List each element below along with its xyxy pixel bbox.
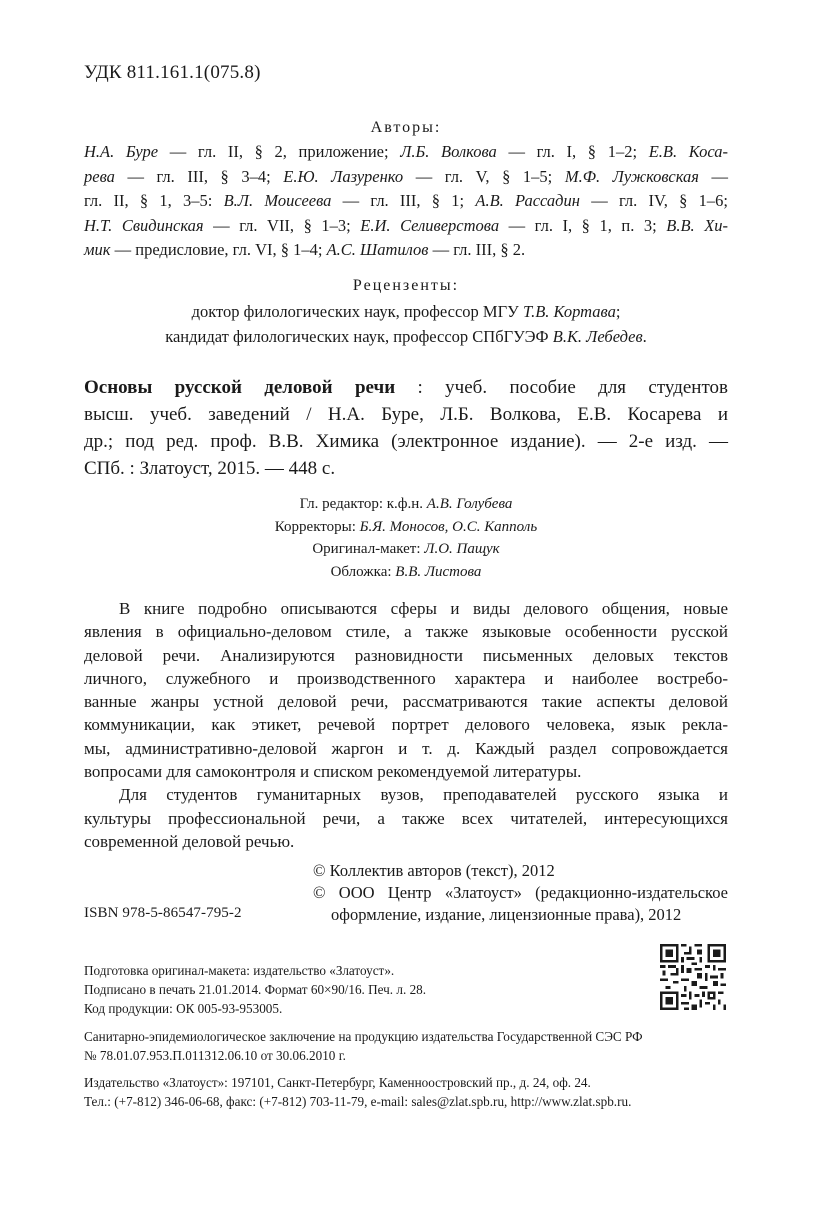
reviewer-title: ; <box>615 302 621 321</box>
authors-line <box>84 214 728 239</box>
staff-name: А.В. Голубева <box>426 496 513 512</box>
reviewer-title: . <box>642 327 647 346</box>
biblio-text: : учеб. пособие для студентов <box>395 377 728 398</box>
person-name: А.В. Рассадин <box>475 191 580 211</box>
authors-text: — предисловие, гл. VI, § 1–4; <box>110 240 327 260</box>
abstract-line: вопросами для самоконтроля и списком рекомендуемой литературы. <box>84 762 582 782</box>
abstract-line: мы, административно-деловой жаргон и т. д. Каждый раздел сопровождается <box>84 738 728 758</box>
abstract-line: ванные жанры устной деловой речи, рассматриваются такие аспекты деловой <box>84 692 728 712</box>
staff-line <box>84 516 728 539</box>
staff-line <box>84 538 728 561</box>
imprint-line: Код продукции: ОК 005-93-953005. <box>84 1001 283 1017</box>
person-name: А.С. Шатилов <box>326 240 429 260</box>
book-abstract <box>84 597 728 853</box>
staff-role: Обложка: <box>330 563 396 580</box>
reviewer-name: Т.В. Кортава <box>522 302 616 321</box>
person-name: В.Л. Моисеева <box>223 191 332 211</box>
copyright-authors: © Коллектив авторов (текст), 2012 <box>313 861 555 880</box>
biblio-line <box>84 401 728 428</box>
authors-text: — гл. V, § 1–5; <box>403 166 565 186</box>
imprint-line: Подписано в печать 21.01.2014. Формат 60×90/16. Печ. л. 28. <box>84 982 427 998</box>
copyright-block <box>313 860 728 926</box>
copyright-publisher: © ООО Центр «Златоуст» (редакционно-издательское <box>313 883 728 902</box>
authors-line <box>84 189 728 214</box>
person-name: Е.В. Коса- <box>648 142 728 161</box>
reviewers-list <box>84 299 728 349</box>
isbn: ISBN 978-5-86547-795-2 <box>84 905 242 921</box>
imprint-line: Подготовка оригинал-макета: издательство «Златоуст». <box>84 963 395 978</box>
abstract-line: Для студентов гуманитарных вузов, преподавателей русского языка и <box>119 785 728 805</box>
authors-text: — <box>698 166 729 186</box>
authors-text: — гл. III, § 2. <box>428 240 526 260</box>
udk-code: УДК 811.161.1(075.8) <box>84 62 261 83</box>
staff-name: Л.О. Пащук <box>424 541 500 557</box>
reviewers-heading: Рецензенты: <box>352 277 460 294</box>
person-name: Н.Т. Свидинская <box>84 215 204 235</box>
person-name: Н.А. Буре <box>84 142 159 161</box>
abstract-line: культуры профессиональной речи, а также всех читателей, интересующихся <box>84 808 728 828</box>
abstract-line: В книге подробно описываются сферы и виды делового общения, новые <box>119 599 728 618</box>
authors-text: — гл. I, § 1–2; <box>496 142 649 161</box>
staff-name: Б.Я. Моносов, О.С. Капполь <box>359 518 538 535</box>
biblio-line <box>84 374 728 401</box>
editorial-staff <box>84 493 728 583</box>
copyright-publisher-cont: оформление, издание, лицензионные права), 2012 <box>331 905 682 924</box>
publisher-address: Издательство «Златоуст»: 197101, Санкт-Петербург, Каменноостровский пр., д. 24, оф. 24. <box>84 1074 591 1090</box>
publisher-contacts: Тел.: (+7-812) 346-06-68, факс: (+7-812) 703-11-79, e-mail: sales@zlat.spb.ru, http://www.zlat.spb.ru. <box>84 1094 632 1110</box>
authors-line <box>84 238 728 263</box>
authors-line <box>84 165 728 190</box>
reviewer-line <box>84 324 728 349</box>
reviewer-title: доктор филологических наук, профессор МГУ <box>191 302 523 321</box>
person-name: М.Ф. Лужковская <box>564 166 699 186</box>
reviewer-line <box>84 299 728 324</box>
person-name: Л.Б. Волкова <box>400 142 497 161</box>
authors-text: — гл. II, § 2, приложение; <box>158 142 401 161</box>
biblio-text: высш. учеб. заведений / Н.А. Буре, Л.Б. Волкова, Е.В. Косарева и <box>84 404 728 425</box>
staff-line <box>84 561 728 584</box>
staff-role: Корректоры: <box>274 518 360 535</box>
staff-role: Оригинал-макет: <box>312 541 425 557</box>
authors-text: — гл. III, § 1; <box>331 191 476 211</box>
book-title: Основы русской деловой речи <box>84 377 396 398</box>
biblio-text: др.; под ред. проф. В.В. Химика (электронное издание). — 2-е изд. — <box>84 431 728 452</box>
authors-list <box>84 140 728 263</box>
reviewer-title: кандидат филологических наук, профессор СПбГУЭФ <box>165 327 553 346</box>
biblio-text: СПб. : Златоуст, 2015. — 448 с. <box>84 458 336 479</box>
authors-text: — гл. VII, § 1–3; <box>203 215 361 235</box>
person-name: Е.Ю. Лазуренко <box>283 166 404 186</box>
person-name: рева <box>84 166 115 186</box>
abstract-line: явления в официально-деловом стиле, а также языковые особенности русской <box>84 622 728 642</box>
biblio-line <box>84 455 728 482</box>
authors-text: гл. II, § 1, 3–5: <box>84 191 224 211</box>
biblio-line <box>84 428 728 455</box>
abstract-line: коммуникации, как этикет, речевой портрет делового человека, язык рекла- <box>84 715 728 735</box>
staff-role: Гл. редактор: к.ф.н. <box>299 496 427 512</box>
abstract-line: деловой речи. Анализируются разновидности письменных деловых текстов <box>84 645 728 665</box>
person-name: В.В. Хи- <box>666 215 729 235</box>
authors-text: — гл. I, § 1, п. 3; <box>499 215 667 235</box>
staff-name: В.В. Листова <box>395 563 482 580</box>
person-name: мик <box>84 240 111 260</box>
authors-text: — гл. III, § 3–4; <box>114 166 284 186</box>
imprint-block <box>84 961 728 1111</box>
bibliographic-description <box>84 374 728 482</box>
authors-heading: Авторы: <box>370 119 442 136</box>
staff-line <box>84 493 728 516</box>
person-name: Е.И. Селиверстова <box>360 215 500 235</box>
reviewer-name: В.К. Лебедев <box>552 327 643 346</box>
imprint-line: Санитарно-эпидемиологическое заключение на продукцию издательства Государственной СЭС РФ <box>84 1028 643 1044</box>
imprint-line: № 78.01.07.953.П.011312.06.10 от 30.06.2010 г. <box>84 1047 346 1063</box>
abstract-line: личного, служебного и производственного характера и наиболее востребо- <box>84 668 728 688</box>
authors-line <box>84 140 728 165</box>
authors-text: — гл. IV, § 1–6; <box>579 191 728 211</box>
abstract-line: современной деловой речью. <box>84 831 295 851</box>
